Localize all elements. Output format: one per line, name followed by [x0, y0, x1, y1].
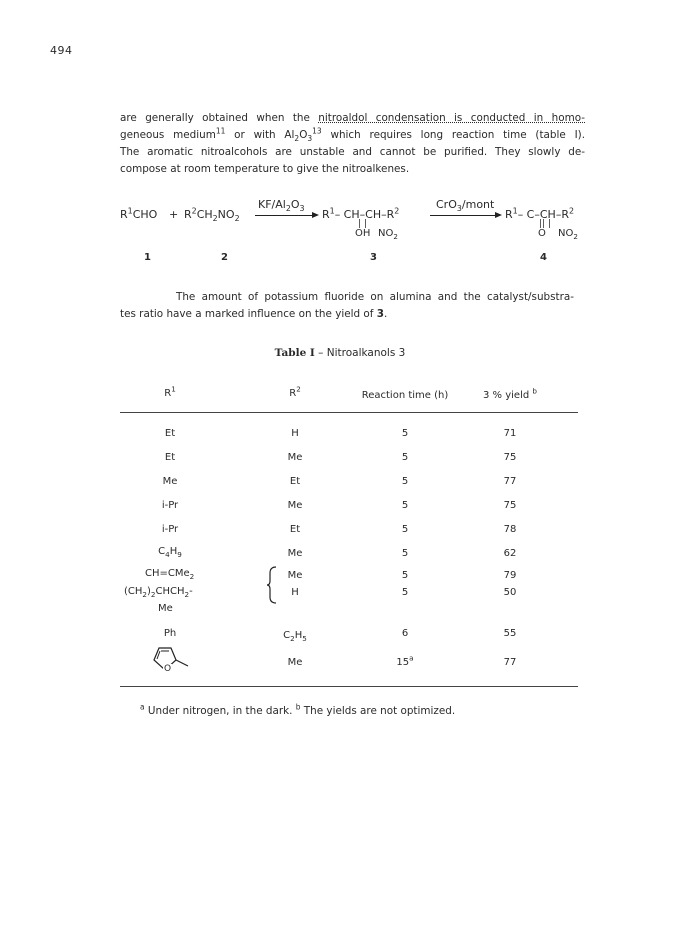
cell-r1: Ph: [163, 628, 177, 639]
cell-r2-b: H: [291, 587, 299, 598]
cell-time: 6: [401, 628, 409, 639]
cell-r1: i-Pr: [161, 524, 179, 535]
page-number: 494: [50, 44, 73, 57]
cell-yield: 55: [503, 628, 517, 639]
second-line-1: The amount of potassium fluoride on alumina and the catalyst/substra-: [176, 291, 574, 303]
cell-r1-line2: $(CH_2)_2CHCH_2-$: [124, 586, 193, 599]
product-3-bonds: | |: [358, 219, 367, 229]
citation-13: 13: [312, 126, 322, 136]
footnote-b-mark: b: [295, 702, 301, 712]
table-top-rule: [120, 412, 578, 413]
table-footnotes: [140, 702, 456, 717]
cell-r2: H: [291, 428, 299, 439]
cell-time: 5: [401, 548, 409, 559]
compound-number-3: 3: [370, 252, 377, 263]
header-r2: $R^2$: [289, 384, 301, 399]
footnote-b-text: The yields are not optimized.: [300, 705, 456, 717]
compound-number-4: 4: [540, 252, 547, 263]
compound-number-2: 2: [221, 252, 228, 263]
cell-yield: 77: [503, 657, 517, 668]
product-4-no2: $NO_2$: [558, 228, 578, 241]
reaction-scheme: [0, 198, 680, 268]
cell-yield: 71: [503, 428, 517, 439]
cell-r2-a: Me: [287, 570, 303, 581]
cell-r1-line1: CH=CMe$_2$: [145, 568, 195, 581]
cell-yield: 75: [503, 452, 517, 463]
table-bottom-rule: [120, 686, 578, 687]
cell-time-a: 5: [401, 570, 409, 581]
intro-line-4: compose at room temperature to give the nitroalkenes.: [120, 163, 410, 175]
cell-r2: Me: [287, 548, 303, 559]
reagent-cro3-mont: CrO$_3$/mont: [436, 198, 495, 214]
cell-r1: i-Pr: [161, 500, 179, 511]
cell-r1: $C_4H_9$: [158, 546, 182, 559]
cell-time: 5: [401, 500, 409, 511]
product-4: $R^1-$ $C-CH-R^2$: [505, 206, 574, 221]
cell-time: 5: [401, 428, 409, 439]
product-4-bonds: || |: [539, 219, 551, 229]
second-line-2: tes ratio have a marked influence on the yield of 3.: [120, 308, 388, 320]
product-3-no2: $NO_2$: [378, 228, 398, 241]
cell-r1: Me: [162, 476, 178, 487]
cell-time-b: 5: [401, 587, 409, 598]
cell-r2: Me: [287, 657, 303, 668]
intro-line-1: are generally obtained when the nitroaldol condensation is conducted in homo-: [120, 112, 585, 124]
intro-line-2: geneous medium$^{11}$ or with $Al_2O_3^{13}$ which requires long reaction time (table I).: [120, 126, 585, 144]
footnote-a-mark: a: [140, 702, 145, 712]
cell-r2: Me: [287, 452, 303, 463]
cell-yield-b: 50: [503, 587, 517, 598]
intro-line-3: The aromatic nitroalcohols are unstable and cannot be purified. They slowly de-: [120, 146, 585, 158]
plus-sign: +: [169, 208, 179, 221]
cell-r2: Et: [289, 476, 301, 487]
header-r1: $R^1$: [164, 384, 176, 399]
intro-paragraph: [120, 110, 585, 178]
reagent-kf-alumina: $KF/Al_2O_3$: [258, 198, 305, 214]
cell-r1: Et: [164, 428, 176, 439]
cell-time: 5: [401, 476, 409, 487]
header-reaction-time: Reaction time (h): [361, 390, 449, 401]
cell-r1: Et: [164, 452, 176, 463]
header-yield: 3 % yield $^b$: [483, 386, 537, 401]
compound-number-1: 1: [144, 252, 151, 263]
cell-yield: 75: [503, 500, 517, 511]
product-3-oh: OH: [355, 228, 371, 239]
reaction-arrow-2: [430, 215, 500, 216]
table-caption: Table I – Nitroalkanols 3: [274, 347, 406, 359]
footnote-a-text: Under nitrogen, in the dark.: [144, 705, 296, 717]
product-3: $R^1-$ $CH-CH-R^2$: [322, 206, 400, 221]
cell-time: 15$^a$: [396, 653, 414, 668]
cell-yield: 78: [503, 524, 517, 535]
cell-r1-line3: Me: [158, 603, 173, 614]
cell-r2: $C_2H_5$: [283, 630, 307, 643]
second-paragraph: [120, 289, 574, 323]
cell-r2: Me: [287, 500, 303, 511]
citation-11: 11: [215, 126, 226, 136]
cell-time: 5: [401, 452, 409, 463]
cell-r2: Et: [289, 524, 301, 535]
cell-yield-a: 79: [503, 570, 517, 581]
cell-yield: 62: [503, 548, 517, 559]
cell-time: 5: [401, 524, 409, 535]
cell-yield: 77: [503, 476, 517, 487]
reactant-1: $R^1CHO$: [120, 206, 158, 221]
reaction-arrow-1: [255, 215, 317, 216]
product-4-o: O: [538, 228, 546, 239]
reactant-2: $R^2CH_2NO_2$: [184, 206, 240, 224]
furan-oxygen: O: [164, 664, 172, 674]
